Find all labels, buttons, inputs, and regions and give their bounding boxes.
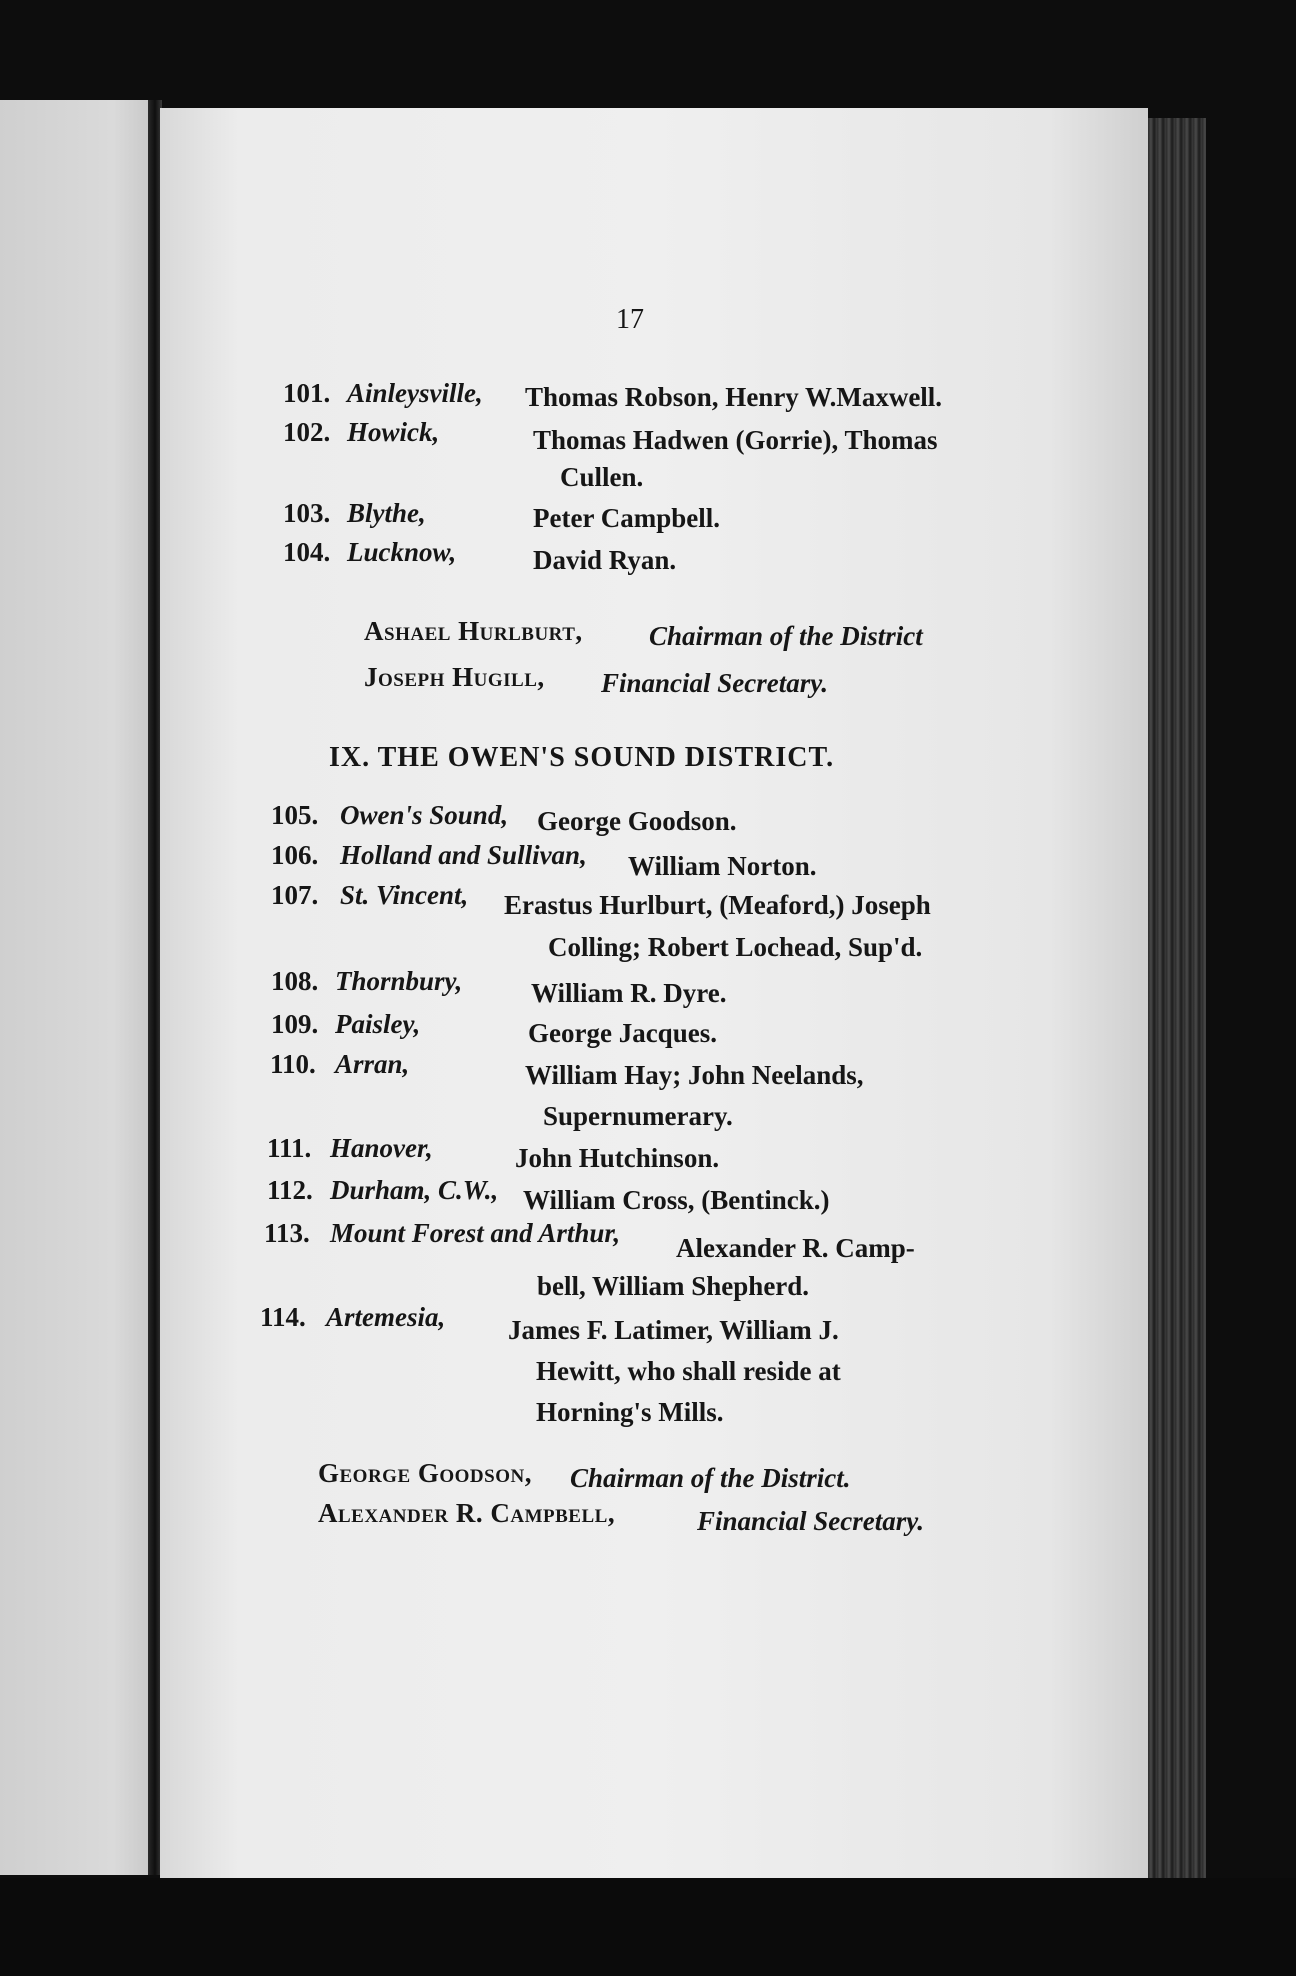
entry-number: 108. xyxy=(271,966,319,996)
entry-number: 112. xyxy=(267,1175,313,1205)
entry-line: David Ryan. xyxy=(533,545,677,575)
officer-name: George Goodson, xyxy=(318,1458,532,1488)
page-edges xyxy=(1148,118,1206,1898)
officer-role: Financial Secretary. xyxy=(601,668,828,698)
entry-line: Thomas Hadwen (Gorrie), Thomas xyxy=(533,425,938,455)
entry-line: William Norton. xyxy=(628,851,817,881)
entry-line: Hewitt, who shall reside at xyxy=(536,1356,841,1386)
scan-border xyxy=(0,1878,1296,1976)
entry-line: James F. Latimer, William J. xyxy=(508,1315,839,1345)
officer-name: Joseph Hugill, xyxy=(364,662,545,692)
page-number: 17 xyxy=(616,304,644,335)
entry-place: Thornbury, xyxy=(335,966,463,996)
entry-number: 105. xyxy=(271,800,319,830)
entry-place: Hanover, xyxy=(330,1133,433,1163)
entry-place: St. Vincent, xyxy=(340,880,469,910)
officer-role: Financial Secretary. xyxy=(697,1506,924,1536)
entry-number: 110. xyxy=(270,1049,316,1079)
entry-place: Holland and Sullivan, xyxy=(340,840,587,870)
entry-line: William R. Dyre. xyxy=(531,978,727,1008)
entry-number: 111. xyxy=(267,1133,312,1163)
entry-line: Horning's Mills. xyxy=(536,1397,724,1427)
entry-line: Erastus Hurlburt, (Meaford,) Joseph xyxy=(504,890,931,920)
officer-name: Ashael Hurlburt, xyxy=(364,616,583,646)
entry-number: 106. xyxy=(271,840,319,870)
entry-place: Blythe, xyxy=(347,498,426,528)
entry-number: 101. xyxy=(283,378,331,408)
entry-number: 102. xyxy=(283,417,331,447)
entry-number: 109. xyxy=(271,1009,319,1039)
entry-line: William Hay; John Neelands, xyxy=(525,1060,864,1090)
entry-number: 103. xyxy=(283,498,331,528)
entry-line: John Hutchinson. xyxy=(515,1143,720,1173)
entry-place: Owen's Sound, xyxy=(340,800,509,830)
entry-line: Colling; Robert Lochead, Sup'd. xyxy=(548,932,923,962)
entry-place: Ainleysville, xyxy=(347,378,483,408)
officer-role: Chairman of the District xyxy=(649,621,923,651)
entry-place: Lucknow, xyxy=(347,537,457,567)
entry-line: Supernumerary. xyxy=(543,1101,733,1131)
entry-place: Howick, xyxy=(347,417,440,447)
officer-name: Alexander R. Campbell, xyxy=(318,1498,616,1528)
entry-place: Paisley, xyxy=(335,1009,421,1039)
entry-number: 104. xyxy=(283,537,331,567)
entry-place: Durham, C.W., xyxy=(330,1175,499,1205)
officer-role: Chairman of the District. xyxy=(570,1463,851,1493)
entry-place: Mount Forest and Arthur, xyxy=(330,1218,621,1248)
entry-place: Arran, xyxy=(335,1049,410,1079)
entry-line: William Cross, (Bentinck.) xyxy=(523,1185,830,1215)
entry-place: Artemesia, xyxy=(326,1302,446,1332)
entry-line: Alexander R. Camp- xyxy=(676,1233,915,1263)
entry-number: 107. xyxy=(271,880,319,910)
entry-line: Thomas Robson, Henry W.Maxwell. xyxy=(525,382,943,412)
entry-number: 113. xyxy=(264,1218,310,1248)
entry-line: George Jacques. xyxy=(528,1018,717,1048)
entry-line: Cullen. xyxy=(560,462,644,492)
entry-line: George Goodson. xyxy=(537,806,737,836)
entry-line: Peter Campbell. xyxy=(533,503,720,533)
facing-page xyxy=(0,100,162,1875)
district-heading: IX. THE OWEN'S SOUND DISTRICT. xyxy=(329,742,835,773)
entry-line: bell, William Shepherd. xyxy=(537,1271,810,1301)
entry-number: 114. xyxy=(260,1302,306,1332)
